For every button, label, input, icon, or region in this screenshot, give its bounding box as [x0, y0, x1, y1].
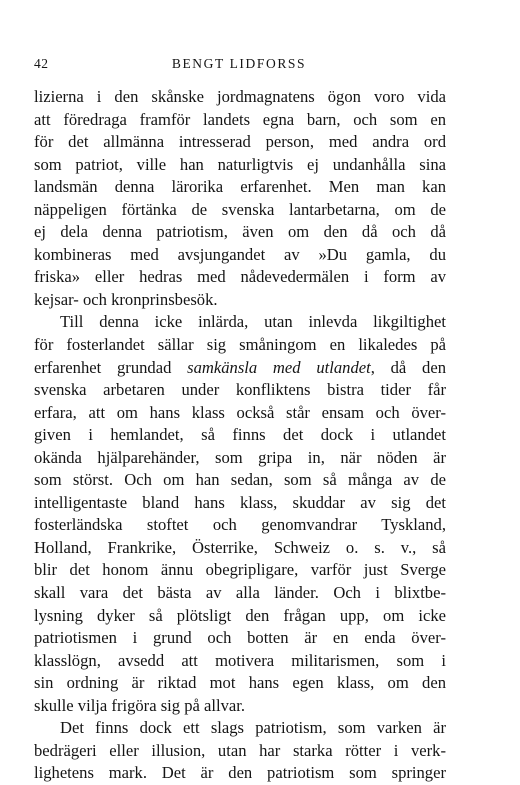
- text-line: kombineras med avsjungandet av »Du gamla, du: [34, 244, 446, 264]
- text-line: friska» eller hedras med nådevedermälen i form av: [34, 267, 446, 287]
- text-line: för det allmänna intresserad person, med andra ord: [34, 132, 446, 152]
- text-line: skall vara det bästa av alla länder. Och i blixtbe-: [34, 583, 446, 603]
- emphasized-phrase: samkänsla med utlandet: [187, 357, 371, 377]
- text-line: blir det honom ännu obegripligare, varför just Sverge: [34, 560, 446, 580]
- text-line: okända hjälparehänder, som gripa in, när nöden är: [34, 447, 446, 467]
- page-header: [34, 56, 444, 76]
- text-line: landsmän denna lärorika erfarenhet. Men man kan: [34, 177, 446, 197]
- text-line: klasslögn, avsedd att motivera militarismen, som i: [34, 650, 446, 670]
- page-number: 42: [34, 56, 49, 71]
- text-line: bedrägeri eller illusion, utan har starka rötter i verk-: [34, 740, 446, 760]
- text-line: som patriot, ville han naturligtvis ej undanhålla sina: [34, 154, 446, 174]
- text-line: skulle vilja frigöra sig på allvar.: [34, 695, 246, 715]
- text-line: att föredraga framför landets egna barn, och som en: [34, 109, 446, 129]
- text-line: sin ordning är riktad mot hans egen klass, om den: [34, 673, 446, 693]
- text-line: ej dela denna patriotism, även om den då och då: [34, 222, 446, 242]
- text-line: fosterländska stoftet och genomvandrar Tyskland,: [34, 515, 446, 535]
- text-line: Till denna icke inlärda, utan inlevda likgiltighet: [60, 312, 446, 332]
- text-line: patriotismen i grund och botten är en enda över-: [34, 628, 446, 648]
- text-line: Holland, Frankrike, Österrike, Schweiz o. s. v., så: [34, 537, 446, 557]
- text-line: svenska arbetaren under konfliktens bistra tider får: [34, 380, 446, 400]
- text-line: [34, 357, 446, 380]
- body-text: [34, 86, 446, 785]
- text-line: för fosterlandet sällar sig småningom en likaledes på: [34, 335, 446, 355]
- text-line: kejsar- och kronprinsbesök.: [34, 289, 218, 309]
- text-line: lizierna i den skånske jordmagnatens ögon voro vida: [34, 87, 446, 106]
- text-line: erfara, att om hans klass också står ensam och över-: [34, 402, 446, 422]
- text-segment: erfarenhet grundad: [34, 357, 188, 377]
- text-line: Det finns dock ett slags patriotism, som varken är: [60, 718, 446, 738]
- text-line: lighetens mark. Det är den patriotism som springer: [34, 763, 446, 783]
- text-segment: , då den: [370, 357, 446, 377]
- text-line: näppeligen förtänka de svenska lantarbetarna, om de: [34, 199, 446, 219]
- text-line: lysning dyker så plötsligt den frågan upp, om icke: [34, 605, 446, 625]
- text-line: intelligentaste bland hans klass, skuddar av sig det: [34, 492, 446, 512]
- running-head: BENGT LIDFORSS: [171, 56, 307, 71]
- text-line: som störst. Och om han sedan, som så många av de: [34, 470, 446, 490]
- text-line: given i hemlandet, så finns det dock i utlandet: [34, 425, 446, 445]
